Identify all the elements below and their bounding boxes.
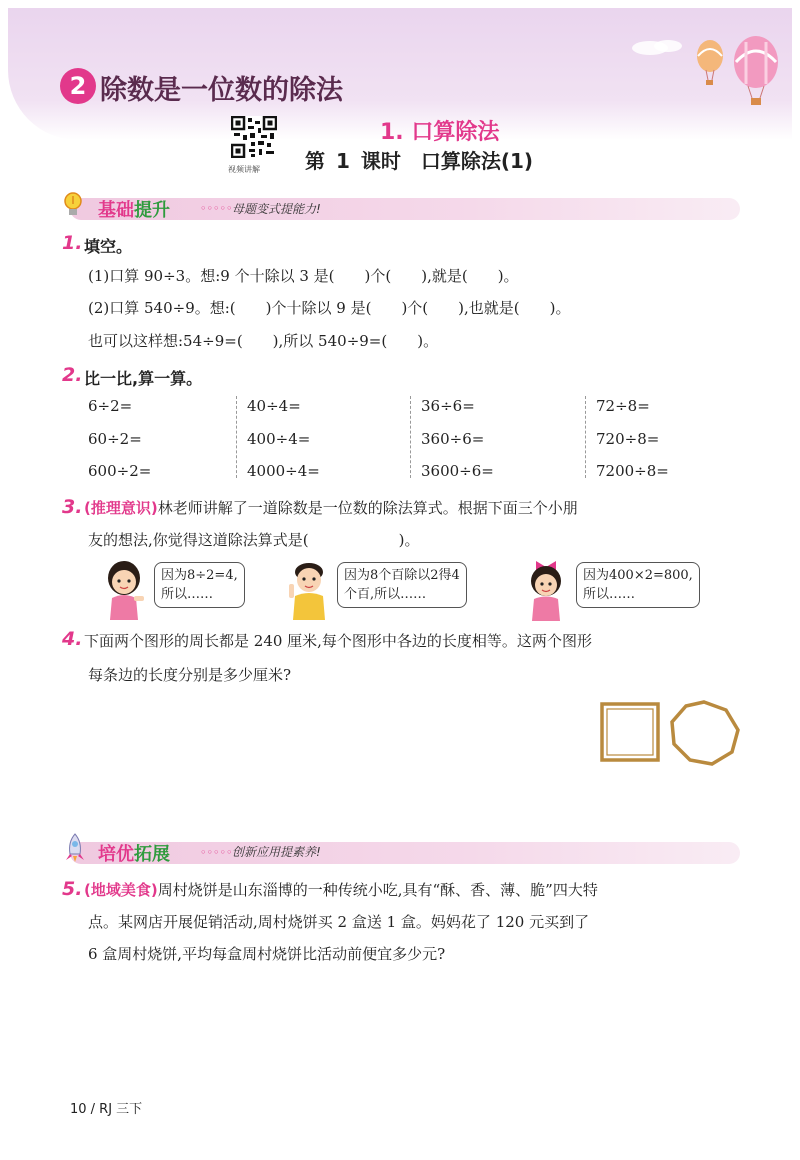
unit-number-badge: 2 (60, 68, 96, 104)
calc-item: 7200÷8= (596, 462, 669, 480)
question-1-line-3: 也可以这样想:54÷9=( ),所以 540÷9=( )。 (88, 332, 439, 350)
qr-caption: 视频讲解 (228, 165, 260, 174)
question-2-title: 比一比,算一算。 (84, 369, 203, 388)
calc-item: 3600÷6= (421, 462, 494, 480)
speech-bubble-line: 因为8÷2=4, (161, 568, 238, 583)
question-3-text: 林老师讲解了一道除数是一位数的除法算式。根据下面三个小朋 (157, 499, 578, 517)
section-dots: ◦◦◦◦◦ (200, 202, 233, 215)
question-1-title: 填空。 (84, 237, 133, 256)
question-3-line-2: 友的想法,你觉得这道除法算式是( )。 (88, 531, 420, 549)
question-5-text: 周村烧饼是山东淄博的一种传统小吃,具有“酥、香、薄、脆”四大特 (157, 881, 598, 899)
lesson-subtitle: 第 1 课时 口算除法(1) (305, 149, 534, 173)
girl-character-icon (102, 558, 150, 622)
question-number-2: 2. (62, 364, 83, 386)
calc-item: 60÷2= (88, 430, 142, 448)
calc-item: 36÷6= (421, 397, 475, 415)
column-divider (236, 396, 237, 478)
lesson-title: 1. 口算除法 (380, 120, 500, 145)
square-shape-inner (607, 709, 653, 755)
question-5-line-2: 点。某网店开展促销活动,周村烧饼买 2 盒送 1 盒。妈妈花了 120 元买到了 (88, 913, 590, 931)
page-footer: 10 / RJ 三下 (70, 1102, 143, 1117)
section-dots: ◦◦◦◦◦ (200, 846, 233, 859)
question-1-line-1: (1)口算 90÷3。想:9 个十除以 3 是( )个( ),就是( )。 (88, 267, 519, 285)
section-bar-advanced (70, 842, 740, 864)
speech-bubble-line: 因为400×2=800, (583, 568, 693, 583)
question-5-tag: (地域美食) (84, 881, 158, 899)
section-slogan-basic: 母题变式提能力! (232, 202, 321, 216)
calc-item: 40÷4= (247, 397, 301, 415)
calc-item: 72÷8= (596, 397, 650, 415)
question-5-line-1 (84, 879, 598, 900)
calc-item: 360÷6= (421, 430, 485, 448)
question-3-line-1 (84, 497, 578, 518)
girl-bow-character-icon (522, 555, 572, 622)
question-number-1: 1. (62, 232, 83, 254)
speech-bubble (154, 562, 245, 608)
section-slogan-advanced: 创新应用提素养! (232, 845, 321, 859)
speech-bubble (337, 562, 467, 608)
heptagon-shape (672, 702, 738, 764)
question-4-line-1: 下面两个图形的周长都是 240 厘米,每个图形中各边的长度相等。这两个图形 (84, 632, 592, 650)
section-label-basic: 基础提升 (98, 200, 170, 221)
calc-item: 600÷2= (88, 462, 152, 480)
column-divider (410, 396, 411, 478)
calc-item: 4000÷4= (247, 462, 320, 480)
speech-bubble (576, 562, 700, 608)
question-5-line-3: 6 盒周村烧饼,平均每盒周村烧饼比活动前便宜多少元? (88, 945, 446, 963)
question-1-line-2: (2)口算 540÷9。想:( )个十除以 9 是( )个( ),也就是( )。 (88, 299, 571, 317)
section-label-advanced: 培优拓展 (98, 844, 170, 865)
lightbulb-icon (62, 190, 84, 220)
calc-item: 6÷2= (88, 397, 133, 415)
balloons-icon (690, 32, 790, 112)
question-number-3: 3. (62, 496, 83, 518)
shapes-figure (596, 698, 746, 770)
qr-code-icon (231, 116, 277, 158)
question-3-tag: (推理意识) (84, 499, 158, 517)
square-shape (602, 704, 658, 760)
question-number-4: 4. (62, 628, 83, 650)
column-divider (585, 396, 586, 478)
calc-item: 400÷4= (247, 430, 311, 448)
calc-item: 720÷8= (596, 430, 660, 448)
section-bar-basic (70, 198, 740, 220)
boy-character-icon (285, 558, 333, 622)
speech-bubble-line: 所以…… (161, 587, 214, 602)
cloud-icon (630, 36, 690, 56)
question-4-line-2: 每条边的长度分别是多少厘米? (88, 666, 292, 684)
speech-bubble-line: 因为8个百除以2得4 (344, 568, 460, 583)
unit-title: 除数是一位数的除法 (100, 75, 343, 106)
question-number-5: 5. (62, 878, 83, 900)
speech-bubble-line: 个百,所以…… (344, 587, 427, 602)
rocket-icon (64, 832, 86, 864)
speech-bubble-line: 所以…… (583, 587, 636, 602)
